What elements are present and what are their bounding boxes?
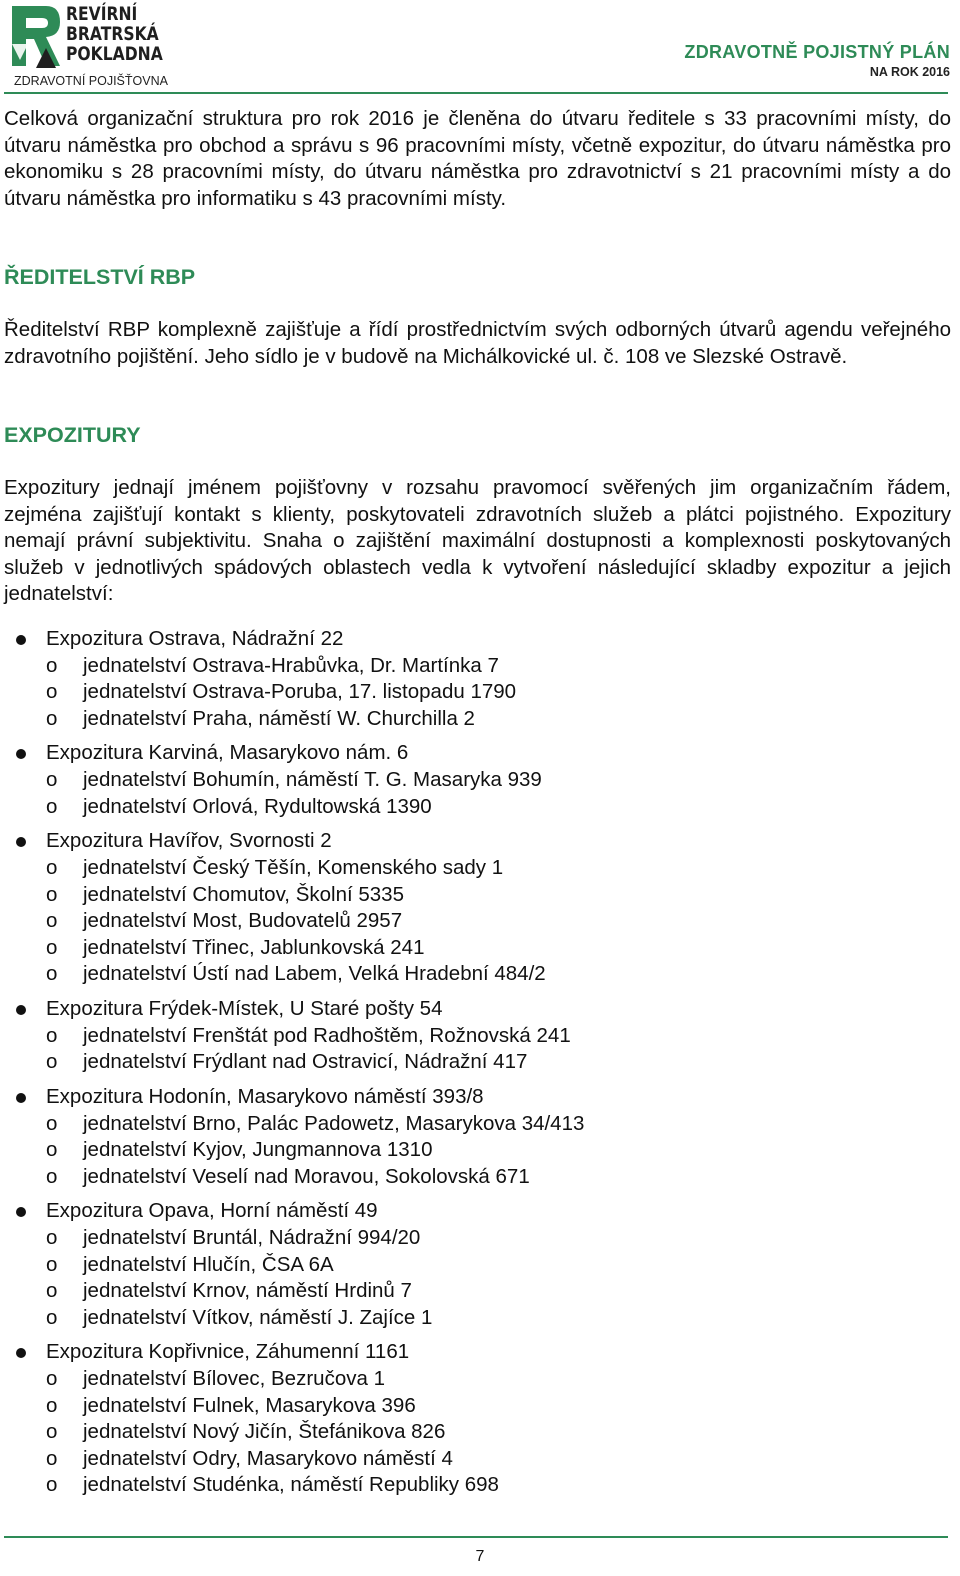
office-row <box>4 1339 951 1366</box>
office-name: Expozitura Ostrava, Nádražní 22 <box>46 626 344 650</box>
page-number: 7 <box>475 1548 485 1565</box>
document-body <box>4 106 951 1507</box>
circle-bullet-icon: o <box>46 1420 58 1443</box>
logo-subtitle: ZDRAVOTNÍ POJIŠŤOVNA <box>14 74 168 88</box>
branch-item <box>4 961 951 988</box>
plan-title: ZDRAVOTNĚ POJISTNÝ PLÁN <box>684 42 950 62</box>
branch-item <box>4 1225 951 1252</box>
branch-item <box>4 1164 951 1191</box>
footer-divider <box>4 1536 948 1538</box>
circle-bullet-icon: o <box>46 909 58 932</box>
branch-name: jednatelství Vítkov, náměstí J. Zajíce 1 <box>83 1305 433 1329</box>
circle-bullet-icon: o <box>46 653 58 677</box>
branch-item <box>4 1023 951 1050</box>
bullet-icon <box>16 635 26 645</box>
office-item <box>4 828 951 988</box>
branch-list <box>4 1111 951 1191</box>
branch-item <box>4 794 951 821</box>
branch-name: jednatelství Hlučín, ČSA 6A <box>83 1252 334 1276</box>
branch-item <box>4 679 951 706</box>
office-name: Expozitura Karviná, Masarykovo nám. 6 <box>46 741 409 764</box>
branch-item <box>4 855 951 882</box>
branch-name: jednatelství Studénka, náměstí Republiky 698 <box>83 1473 499 1496</box>
office-row <box>4 740 951 767</box>
branch-name: jednatelství Kyjov, Jungmannova 1310 <box>83 1138 433 1161</box>
branch-name: jednatelství Bílovec, Bezručova 1 <box>83 1367 385 1390</box>
office-item <box>4 626 951 733</box>
office-name: Expozitura Hodonín, Masarykovo náměstí 393/8 <box>46 1084 484 1108</box>
branch-name: jednatelství Frýdlant nad Ostravicí, Nádražní 417 <box>83 1050 528 1073</box>
office-name: Expozitura Kopřivnice, Záhumenní 1161 <box>46 1340 410 1363</box>
office-row <box>4 1084 951 1111</box>
branch-item <box>4 1393 951 1420</box>
logo-line: POKLADNA <box>66 43 163 65</box>
bullet-icon <box>16 1207 26 1217</box>
circle-bullet-icon: o <box>46 935 58 959</box>
branch-name: jednatelství Praha, náměstí W. Churchilla 2 <box>83 706 475 730</box>
branch-name: jednatelství Ostrava-Poruba, 17. listopadu 1790 <box>83 680 517 703</box>
circle-bullet-icon: o <box>46 794 58 818</box>
branch-name: jednatelství Veselí nad Moravou, Sokolovská 671 <box>83 1164 530 1188</box>
office-row <box>4 1198 951 1225</box>
circle-bullet-icon: o <box>46 680 58 703</box>
branch-list <box>4 653 951 733</box>
bullet-icon <box>16 749 26 759</box>
office-item <box>4 740 951 820</box>
branch-name: jednatelství Nový Jičín, Štefánikova 826 <box>83 1420 446 1443</box>
bullet-icon <box>16 1005 26 1015</box>
branch-name: jednatelství Český Těšín, Komenského sady 1 <box>83 856 504 879</box>
circle-bullet-icon: o <box>46 1446 58 1470</box>
branch-item <box>4 1446 951 1473</box>
circle-bullet-icon: o <box>46 1252 58 1276</box>
branch-name: jednatelství Fulnek, Masarykova 396 <box>83 1393 416 1417</box>
branch-list <box>4 1023 951 1076</box>
bullet-icon <box>16 1348 26 1358</box>
office-item <box>4 1198 951 1331</box>
logo-wordmark <box>66 4 162 64</box>
branch-item <box>4 1137 951 1164</box>
plan-subtitle: NA ROK 2016 <box>869 65 950 79</box>
branch-item <box>4 935 951 962</box>
circle-bullet-icon: o <box>46 1226 58 1249</box>
branch-item <box>4 1252 951 1279</box>
office-name: Expozitura Havířov, Svornosti 2 <box>46 829 332 852</box>
rbp-logo-mark-icon <box>6 4 64 72</box>
circle-bullet-icon: o <box>46 1138 58 1161</box>
branch-item <box>4 882 951 909</box>
branch-item <box>4 1111 951 1138</box>
rbp-logo <box>6 3 168 88</box>
branch-list <box>4 1225 951 1331</box>
section-heading-headquarters: ŘEDITELSTVÍ RBP <box>4 265 196 289</box>
circle-bullet-icon: o <box>46 768 58 791</box>
circle-bullet-icon: o <box>46 1393 58 1417</box>
branch-item <box>4 706 951 733</box>
circle-bullet-icon: o <box>46 882 58 906</box>
office-item <box>4 996 951 1076</box>
office-list <box>4 626 951 1499</box>
office-row <box>4 626 951 653</box>
branch-item <box>4 1366 951 1393</box>
offices-paragraph: Expozitury jednají jménem pojišťovny v rozsahu pravomocí svěřených jim organizačním řádem, zejména zajišťují kontakt s klienty, poskytovateli zdravotních služeb a plátci pojistného. Expozitury nemají právní subjektivitu. Snaha o zajištění maximální dostupnosti a komplexnosti poskytovaných služeb v jednotlivých spádových oblastech vedla k vytvoření následující skladby expozitur a jejich jednatelství: <box>4 476 951 605</box>
branch-name: jednatelství Bruntál, Nádražní 994/20 <box>83 1226 421 1249</box>
branch-name: jednatelství Frenštát pod Radhoštěm, Rožnovská 241 <box>83 1023 571 1047</box>
circle-bullet-icon: o <box>46 706 58 730</box>
branch-item <box>4 1049 951 1076</box>
branch-item <box>4 1305 951 1332</box>
branch-name: jednatelství Krnov, náměstí Hrdinů 7 <box>83 1279 412 1302</box>
header-divider <box>4 92 948 94</box>
branch-name: jednatelství Most, Budovatelů 2957 <box>83 909 403 932</box>
logo-line: BRATRSKÁ <box>66 23 159 45</box>
logo-line: REVÍRNÍ <box>66 3 138 25</box>
circle-bullet-icon: o <box>46 1473 58 1496</box>
branch-name: jednatelství Brno, Palác Padowetz, Masarykova 34/413 <box>83 1111 585 1135</box>
office-name: Expozitura Frýdek-Místek, U Staré pošty 54 <box>46 996 443 1020</box>
circle-bullet-icon: o <box>46 1050 58 1073</box>
branch-list <box>4 1366 951 1499</box>
branch-name: jednatelství Bohumín, náměstí T. G. Masaryka 939 <box>83 768 542 791</box>
branch-item <box>4 1278 951 1305</box>
branch-item <box>4 1419 951 1446</box>
circle-bullet-icon: o <box>46 1279 58 1302</box>
branch-item <box>4 1472 951 1499</box>
office-name: Expozitura Opava, Horní náměstí 49 <box>46 1199 378 1222</box>
branch-item <box>4 908 951 935</box>
office-item <box>4 1084 951 1191</box>
office-row <box>4 996 951 1023</box>
bullet-icon <box>16 837 26 847</box>
branch-name: jednatelství Odry, Masarykovo náměstí 4 <box>83 1446 453 1470</box>
branch-item <box>4 767 951 794</box>
branch-name: jednatelství Třinec, Jablunkovská 241 <box>83 935 425 959</box>
circle-bullet-icon: o <box>46 1164 58 1188</box>
circle-bullet-icon: o <box>46 1023 58 1047</box>
circle-bullet-icon: o <box>46 856 58 879</box>
branch-list <box>4 855 951 988</box>
section-heading-offices: EXPOZITURY <box>4 423 141 447</box>
intro-paragraph: Celková organizační struktura pro rok 2016 je členěna do útvaru ředitele s 33 pracovními místy, do útvaru náměstka pro obchod a správu s 96 pracovními místy, včetně expozitur, do útvaru náměstka pro ekonomiku s 28 pracovními místy, do útvaru náměstka pro zdravotnictví s 21 pracovními místy a do útvaru náměstka pro informatiku s 43 pracovními místy. <box>4 107 951 210</box>
circle-bullet-icon: o <box>46 1367 58 1390</box>
office-row <box>4 828 951 855</box>
circle-bullet-icon: o <box>46 962 58 985</box>
branch-name: jednatelství Ostrava-Hrabůvka, Dr. Martínka 7 <box>83 653 499 677</box>
branch-name: jednatelství Chomutov, Školní 5335 <box>83 882 404 906</box>
headquarters-paragraph: Ředitelství RBP komplexně zajišťuje a řídí prostřednictvím svých odborných útvarů agendu veřejného zdravotního pojištění. Jeho sídlo je v budově na Michálkovické ul. č. 108 ve Slezské Ostravě. <box>4 318 951 368</box>
page-header <box>0 0 960 94</box>
branch-name: jednatelství Orlová, Rydultowská 1390 <box>83 794 432 818</box>
bullet-icon <box>16 1093 26 1103</box>
branch-item <box>4 653 951 680</box>
office-item <box>4 1339 951 1499</box>
circle-bullet-icon: o <box>46 1111 58 1135</box>
branch-list <box>4 767 951 820</box>
branch-name: jednatelství Ústí nad Labem, Velká Hradební 484/2 <box>83 962 546 985</box>
circle-bullet-icon: o <box>46 1305 58 1329</box>
